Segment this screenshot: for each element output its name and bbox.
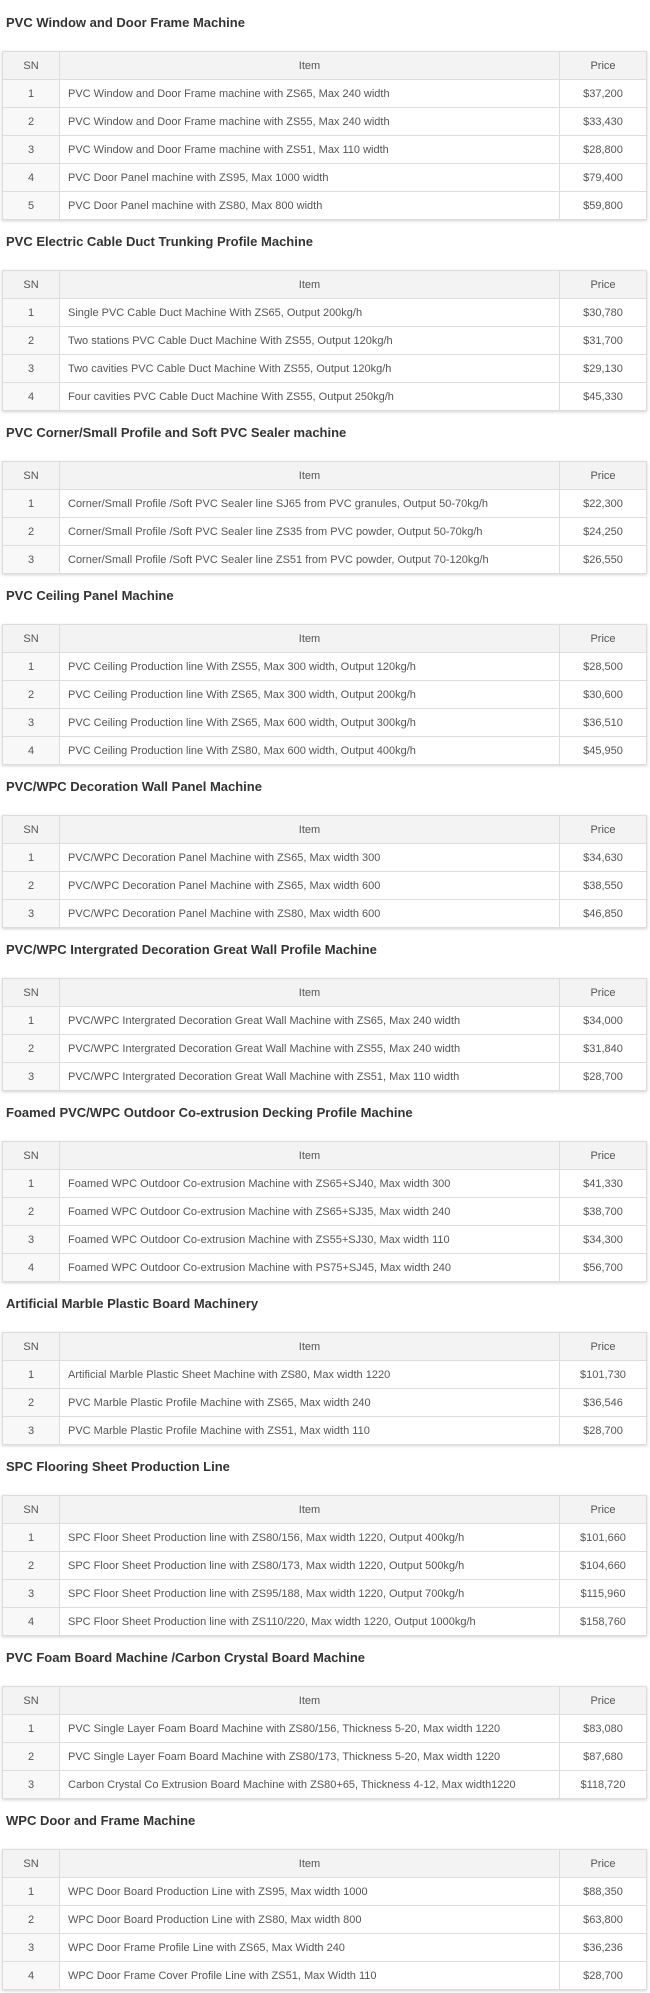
price-table xyxy=(2,1495,647,1636)
price-table xyxy=(2,978,647,1091)
price-table xyxy=(2,815,647,928)
machine-section xyxy=(0,928,650,1091)
row-item: PVC Door Panel machine with ZS80, Max 800 width xyxy=(60,192,560,220)
row-price: $30,780 xyxy=(560,299,647,327)
row-price: $87,680 xyxy=(560,1743,647,1771)
table-row xyxy=(3,1906,647,1934)
table-row xyxy=(3,518,647,546)
table-header-row xyxy=(3,271,647,299)
row-item: Artificial Marble Plastic Sheet Machine with ZS80, Max width 1220 xyxy=(60,1361,560,1389)
row-price: $46,850 xyxy=(560,900,647,928)
table-row xyxy=(3,1361,647,1389)
header-sn: SN xyxy=(3,271,60,299)
row-sn: 2 xyxy=(3,1552,60,1580)
row-item: PVC/WPC Decoration Panel Machine with ZS80, Max width 600 xyxy=(60,900,560,928)
row-sn: 4 xyxy=(3,383,60,411)
row-price: $56,700 xyxy=(560,1254,647,1282)
machine-section xyxy=(0,1282,650,1445)
table-row xyxy=(3,709,647,737)
row-price: $37,200 xyxy=(560,80,647,108)
row-item: PVC Ceiling Production line With ZS55, Max 300 width, Output 120kg/h xyxy=(60,653,560,681)
header-price: Price xyxy=(560,979,647,1007)
machine-section xyxy=(0,1636,650,1799)
section-title: PVC Foam Board Machine /Carbon Crystal Board Machine xyxy=(6,1650,366,1665)
row-price: $88,350 xyxy=(560,1878,647,1906)
table-header-row xyxy=(3,1496,647,1524)
table-row xyxy=(3,164,647,192)
section-title: PVC Window and Door Frame Machine xyxy=(6,15,245,30)
row-item: PVC Door Panel machine with ZS95, Max 1000 width xyxy=(60,164,560,192)
row-sn: 3 xyxy=(3,546,60,574)
row-item: Two cavities PVC Cable Duct Machine With ZS55, Output 120kg/h xyxy=(60,355,560,383)
price-table xyxy=(2,624,647,765)
price-table xyxy=(2,461,647,574)
row-item: Foamed WPC Outdoor Co-extrusion Machine with ZS65+SJ40, Max width 300 xyxy=(60,1170,560,1198)
header-sn: SN xyxy=(3,816,60,844)
row-sn: 4 xyxy=(3,164,60,192)
price-table xyxy=(2,270,647,411)
row-sn: 2 xyxy=(3,1035,60,1063)
row-sn: 1 xyxy=(3,844,60,872)
header-item: Item xyxy=(60,625,560,653)
row-price: $41,330 xyxy=(560,1170,647,1198)
row-item: Four cavities PVC Cable Duct Machine With ZS55, Output 250kg/h xyxy=(60,383,560,411)
row-price: $36,510 xyxy=(560,709,647,737)
header-item: Item xyxy=(60,1850,560,1878)
table-row xyxy=(3,1715,647,1743)
machine-section xyxy=(0,220,650,411)
row-item: SPC Floor Sheet Production line with ZS95/188, Max width 1220, Output 700kg/h xyxy=(60,1580,560,1608)
row-item: Foamed WPC Outdoor Co-extrusion Machine with PS75+SJ45, Max width 240 xyxy=(60,1254,560,1282)
table-row xyxy=(3,355,647,383)
row-price: $45,330 xyxy=(560,383,647,411)
row-sn: 3 xyxy=(3,1580,60,1608)
row-sn: 4 xyxy=(3,1608,60,1636)
row-price: $31,700 xyxy=(560,327,647,355)
machine-section xyxy=(0,1091,650,1282)
row-price: $115,960 xyxy=(560,1580,647,1608)
row-sn: 2 xyxy=(3,1743,60,1771)
row-price: $30,600 xyxy=(560,681,647,709)
row-item: PVC/WPC Intergrated Decoration Great Wall Machine with ZS55, Max 240 width xyxy=(60,1035,560,1063)
table-row xyxy=(3,80,647,108)
row-item: PVC Window and Door Frame machine with ZS51, Max 110 width xyxy=(60,136,560,164)
table-row xyxy=(3,546,647,574)
machine-section xyxy=(0,765,650,928)
row-item: WPC Door Board Production Line with ZS95, Max width 1000 xyxy=(60,1878,560,1906)
row-sn: 3 xyxy=(3,355,60,383)
table-row xyxy=(3,1962,647,1990)
row-sn: 1 xyxy=(3,490,60,518)
row-item: Carbon Crystal Co Extrusion Board Machine with ZS80+65, Thickness 4-12, Max width1220 xyxy=(60,1771,560,1799)
section-title: Artificial Marble Plastic Board Machinery xyxy=(6,1296,259,1311)
table-header-row xyxy=(3,1687,647,1715)
table-row xyxy=(3,1743,647,1771)
row-item: PVC Marble Plastic Profile Machine with ZS65, Max width 240 xyxy=(60,1389,560,1417)
table-row xyxy=(3,872,647,900)
header-sn: SN xyxy=(3,462,60,490)
table-row xyxy=(3,1254,647,1282)
row-price: $101,730 xyxy=(560,1361,647,1389)
row-price: $83,080 xyxy=(560,1715,647,1743)
row-price: $38,700 xyxy=(560,1198,647,1226)
header-price: Price xyxy=(560,52,647,80)
table-header-row xyxy=(3,816,647,844)
row-sn: 3 xyxy=(3,1226,60,1254)
row-price: $34,000 xyxy=(560,1007,647,1035)
row-item: Corner/Small Profile /Soft PVC Sealer line ZS51 from PVC powder, Output 70-120kg/h xyxy=(60,546,560,574)
row-price: $34,630 xyxy=(560,844,647,872)
row-item: Two stations PVC Cable Duct Machine With ZS55, Output 120kg/h xyxy=(60,327,560,355)
row-item: Corner/Small Profile /Soft PVC Sealer line ZS35 from PVC powder, Output 50-70kg/h xyxy=(60,518,560,546)
table-row xyxy=(3,327,647,355)
price-table xyxy=(2,1141,647,1282)
table-header-row xyxy=(3,52,647,80)
row-sn: 2 xyxy=(3,518,60,546)
machine-section xyxy=(0,1799,650,1990)
section-title: PVC Ceiling Panel Machine xyxy=(6,588,174,603)
header-price: Price xyxy=(560,1142,647,1170)
table-row xyxy=(3,681,647,709)
header-item: Item xyxy=(60,1687,560,1715)
table-row xyxy=(3,844,647,872)
table-row xyxy=(3,653,647,681)
header-price: Price xyxy=(560,1850,647,1878)
header-price: Price xyxy=(560,1496,647,1524)
row-sn: 1 xyxy=(3,1007,60,1035)
table-row xyxy=(3,1389,647,1417)
row-sn: 2 xyxy=(3,1906,60,1934)
header-sn: SN xyxy=(3,625,60,653)
row-sn: 3 xyxy=(3,709,60,737)
table-row xyxy=(3,383,647,411)
row-sn: 3 xyxy=(3,1063,60,1091)
header-sn: SN xyxy=(3,1142,60,1170)
section-title: WPC Door and Frame Machine xyxy=(6,1813,196,1828)
section-title: PVC Corner/Small Profile and Soft PVC Sealer machine xyxy=(6,425,347,440)
row-sn: 2 xyxy=(3,108,60,136)
table-row xyxy=(3,108,647,136)
header-sn: SN xyxy=(3,1850,60,1878)
row-price: $158,760 xyxy=(560,1608,647,1636)
row-price: $28,500 xyxy=(560,653,647,681)
row-price: $63,800 xyxy=(560,1906,647,1934)
row-item: PVC/WPC Intergrated Decoration Great Wall Machine with ZS65, Max 240 width xyxy=(60,1007,560,1035)
header-item: Item xyxy=(60,52,560,80)
row-price: $34,300 xyxy=(560,1226,647,1254)
row-sn: 5 xyxy=(3,192,60,220)
header-sn: SN xyxy=(3,979,60,1007)
row-price: $79,400 xyxy=(560,164,647,192)
row-item: PVC/WPC Decoration Panel Machine with ZS65, Max width 600 xyxy=(60,872,560,900)
row-item: PVC Single Layer Foam Board Machine with ZS80/173, Thickness 5-20, Max width 1220 xyxy=(60,1743,560,1771)
row-sn: 3 xyxy=(3,1934,60,1962)
table-header-row xyxy=(3,979,647,1007)
row-sn: 1 xyxy=(3,1524,60,1552)
row-sn: 2 xyxy=(3,872,60,900)
row-sn: 2 xyxy=(3,1389,60,1417)
row-sn: 1 xyxy=(3,653,60,681)
table-row xyxy=(3,1170,647,1198)
row-sn: 2 xyxy=(3,681,60,709)
row-sn: 1 xyxy=(3,299,60,327)
section-title: Foamed PVC/WPC Outdoor Co-extrusion Decking Profile Machine xyxy=(6,1105,413,1120)
row-item: Single PVC Cable Duct Machine With ZS65, Output 200kg/h xyxy=(60,299,560,327)
row-price: $101,660 xyxy=(560,1524,647,1552)
table-row xyxy=(3,1007,647,1035)
row-item: PVC/WPC Decoration Panel Machine with ZS65, Max width 300 xyxy=(60,844,560,872)
row-price: $26,550 xyxy=(560,546,647,574)
section-title: PVC/WPC Intergrated Decoration Great Wall Profile Machine xyxy=(6,942,377,957)
table-header-row xyxy=(3,1850,647,1878)
row-price: $118,720 xyxy=(560,1771,647,1799)
table-header-row xyxy=(3,462,647,490)
header-item: Item xyxy=(60,271,560,299)
row-item: WPC Door Frame Profile Line with ZS65, Max Width 240 xyxy=(60,1934,560,1962)
table-row xyxy=(3,1417,647,1445)
row-price: $31,840 xyxy=(560,1035,647,1063)
header-price: Price xyxy=(560,816,647,844)
machine-section xyxy=(0,1,650,220)
row-price: $22,300 xyxy=(560,490,647,518)
table-row xyxy=(3,1552,647,1580)
row-price: $38,550 xyxy=(560,872,647,900)
row-sn: 3 xyxy=(3,900,60,928)
price-table xyxy=(2,51,647,220)
row-item: PVC Window and Door Frame machine with ZS65, Max 240 width xyxy=(60,80,560,108)
header-sn: SN xyxy=(3,52,60,80)
row-price: $24,250 xyxy=(560,518,647,546)
row-item: SPC Floor Sheet Production line with ZS80/173, Max width 1220, Output 500kg/h xyxy=(60,1552,560,1580)
table-row xyxy=(3,737,647,765)
row-item: WPC Door Frame Cover Profile Line with ZS51, Max Width 110 xyxy=(60,1962,560,1990)
row-price: $33,430 xyxy=(560,108,647,136)
row-sn: 3 xyxy=(3,136,60,164)
header-price: Price xyxy=(560,1333,647,1361)
row-item: PVC Ceiling Production line With ZS65, Max 300 width, Output 200kg/h xyxy=(60,681,560,709)
row-price: $104,660 xyxy=(560,1552,647,1580)
row-sn: 1 xyxy=(3,1878,60,1906)
header-sn: SN xyxy=(3,1496,60,1524)
machine-section xyxy=(0,411,650,574)
machine-section xyxy=(0,1445,650,1636)
header-item: Item xyxy=(60,979,560,1007)
price-table xyxy=(2,1332,647,1445)
row-sn: 4 xyxy=(3,1254,60,1282)
table-row xyxy=(3,1771,647,1799)
row-sn: 3 xyxy=(3,1771,60,1799)
row-item: PVC Ceiling Production line With ZS80, Max 600 width, Output 400kg/h xyxy=(60,737,560,765)
price-list xyxy=(0,1,650,1990)
row-price: $36,236 xyxy=(560,1934,647,1962)
row-item: PVC Single Layer Foam Board Machine with ZS80/156, Thickness 5-20, Max width 1220 xyxy=(60,1715,560,1743)
table-header-row xyxy=(3,1142,647,1170)
row-item: Corner/Small Profile /Soft PVC Sealer line SJ65 from PVC granules, Output 50-70kg/h xyxy=(60,490,560,518)
table-row xyxy=(3,1934,647,1962)
row-price: $28,700 xyxy=(560,1063,647,1091)
header-price: Price xyxy=(560,462,647,490)
machine-section xyxy=(0,574,650,765)
row-price: $36,546 xyxy=(560,1389,647,1417)
table-header-row xyxy=(3,1333,647,1361)
row-sn: 1 xyxy=(3,1170,60,1198)
table-row xyxy=(3,490,647,518)
header-price: Price xyxy=(560,625,647,653)
price-table xyxy=(2,1849,647,1990)
table-row xyxy=(3,192,647,220)
header-sn: SN xyxy=(3,1687,60,1715)
table-row xyxy=(3,900,647,928)
header-price: Price xyxy=(560,1687,647,1715)
header-item: Item xyxy=(60,816,560,844)
row-price: $45,950 xyxy=(560,737,647,765)
row-price: $28,700 xyxy=(560,1962,647,1990)
row-sn: 2 xyxy=(3,1198,60,1226)
table-header-row xyxy=(3,625,647,653)
row-item: Foamed WPC Outdoor Co-extrusion Machine with ZS55+SJ30, Max width 110 xyxy=(60,1226,560,1254)
table-row xyxy=(3,136,647,164)
header-item: Item xyxy=(60,1333,560,1361)
row-item: SPC Floor Sheet Production line with ZS80/156, Max width 1220, Output 400kg/h xyxy=(60,1524,560,1552)
row-item: PVC Ceiling Production line With ZS65, Max 600 width, Output 300kg/h xyxy=(60,709,560,737)
table-row xyxy=(3,1063,647,1091)
row-item: PVC/WPC Intergrated Decoration Great Wall Machine with ZS51, Max 110 width xyxy=(60,1063,560,1091)
table-row xyxy=(3,1878,647,1906)
header-price: Price xyxy=(560,271,647,299)
header-item: Item xyxy=(60,1496,560,1524)
row-item: PVC Marble Plastic Profile Machine with ZS51, Max width 110 xyxy=(60,1417,560,1445)
price-table xyxy=(2,1686,647,1799)
row-sn: 4 xyxy=(3,737,60,765)
table-row xyxy=(3,1580,647,1608)
row-sn: 4 xyxy=(3,1962,60,1990)
table-row xyxy=(3,1608,647,1636)
row-sn: 1 xyxy=(3,1715,60,1743)
table-row xyxy=(3,1198,647,1226)
row-sn: 1 xyxy=(3,80,60,108)
row-sn: 2 xyxy=(3,327,60,355)
row-price: $29,130 xyxy=(560,355,647,383)
row-item: SPC Floor Sheet Production line with ZS110/220, Max width 1220, Output 1000kg/h xyxy=(60,1608,560,1636)
header-sn: SN xyxy=(3,1333,60,1361)
row-price: $59,800 xyxy=(560,192,647,220)
table-row xyxy=(3,1035,647,1063)
row-item: Foamed WPC Outdoor Co-extrusion Machine with ZS65+SJ35, Max width 240 xyxy=(60,1198,560,1226)
table-row xyxy=(3,1226,647,1254)
row-price: $28,700 xyxy=(560,1417,647,1445)
header-item: Item xyxy=(60,1142,560,1170)
row-price: $28,800 xyxy=(560,136,647,164)
table-row xyxy=(3,1524,647,1552)
row-item: WPC Door Board Production Line with ZS80, Max width 800 xyxy=(60,1906,560,1934)
row-item: PVC Window and Door Frame machine with ZS55, Max 240 width xyxy=(60,108,560,136)
row-sn: 1 xyxy=(3,1361,60,1389)
row-sn: 3 xyxy=(3,1417,60,1445)
section-title: SPC Flooring Sheet Production Line xyxy=(6,1459,230,1474)
table-row xyxy=(3,299,647,327)
header-item: Item xyxy=(60,462,560,490)
section-title: PVC/WPC Decoration Wall Panel Machine xyxy=(6,779,262,794)
section-title: PVC Electric Cable Duct Trunking Profile Machine xyxy=(6,234,314,249)
